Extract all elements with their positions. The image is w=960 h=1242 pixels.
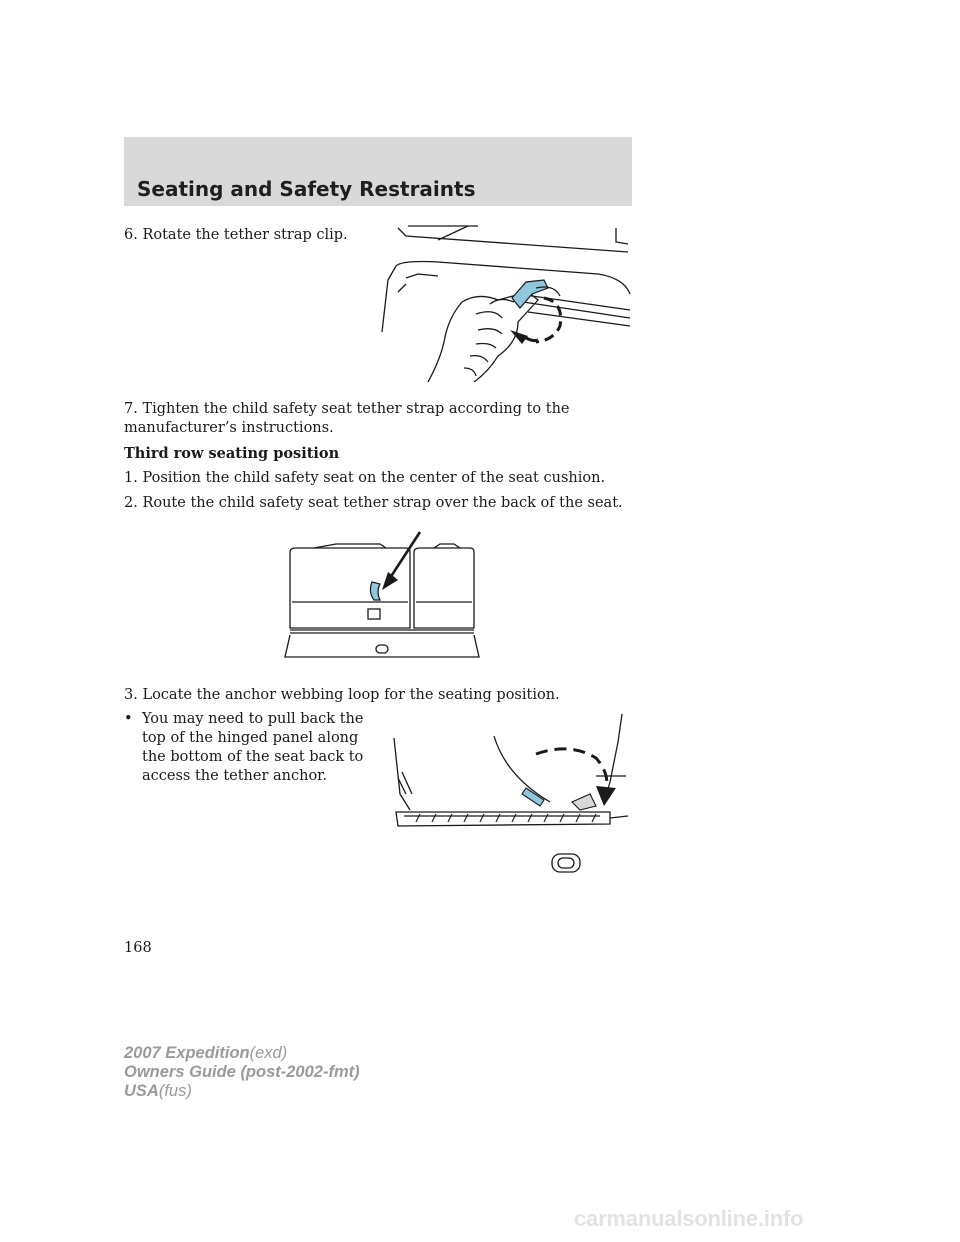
- third-row-heading: Third row seating position: [124, 445, 340, 462]
- step-7-line-2: manufacturer’s instructions.: [124, 420, 334, 436]
- document-footer: [124, 1044, 360, 1101]
- step-6-text: 6. Rotate the tether strap clip.: [124, 227, 348, 243]
- watermark: carmanualsonline.info: [574, 1206, 804, 1231]
- footer-model-code: (exd): [249, 1044, 288, 1062]
- seat-rear-illustration: [284, 530, 480, 662]
- tether-clip-illustration: [378, 222, 634, 388]
- page-number: 168: [124, 940, 152, 956]
- footer-guide: Owners Guide (post-2002-fmt): [124, 1063, 360, 1081]
- step-7-line-1: 7. Tighten the child safety seat tether strap according to the: [124, 401, 570, 417]
- footer-market: USA: [124, 1082, 159, 1100]
- footer-model: 2007 Expedition: [124, 1044, 250, 1062]
- footer-market-code: (fus): [158, 1082, 192, 1100]
- step-3-text: 3. Locate the anchor webbing loop for the seating position.: [124, 687, 560, 703]
- bullet-text: You may need to pull back the top of the hinged panel along the bottom of the seat back to access the tether anchor.: [142, 711, 364, 784]
- step-1-text: 1. Position the child safety seat on the center of the seat cushion.: [124, 470, 606, 486]
- page-title: Seating and Safety Restraints: [137, 177, 476, 201]
- bullet-marker: •: [124, 711, 133, 727]
- hinged-panel-illustration: [390, 712, 632, 874]
- step-2-text: 2. Route the child safety seat tether strap over the back of the seat.: [124, 495, 623, 511]
